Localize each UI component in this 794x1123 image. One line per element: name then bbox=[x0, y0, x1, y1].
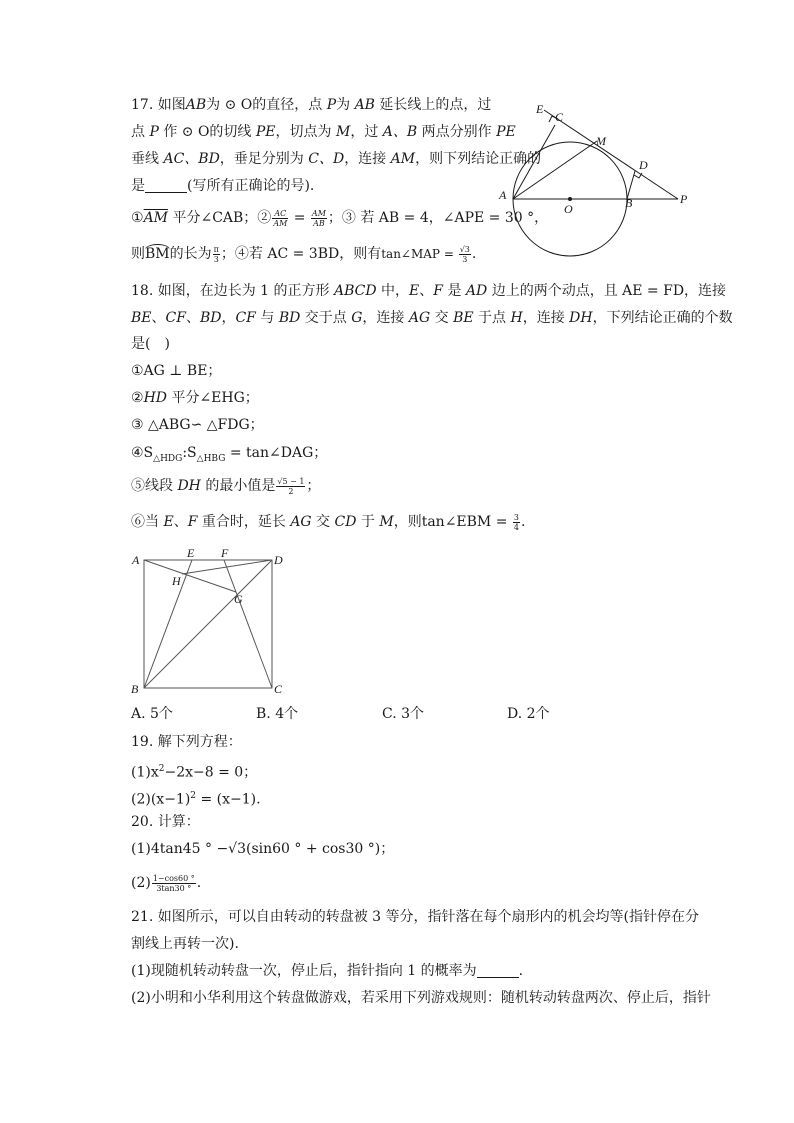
math: PE bbox=[255, 124, 276, 140]
text: 、 bbox=[419, 283, 434, 299]
text: 、 bbox=[151, 310, 166, 326]
math: CF bbox=[235, 310, 256, 326]
math: M bbox=[379, 514, 394, 530]
text: :S bbox=[182, 445, 197, 461]
math: P bbox=[149, 124, 159, 140]
label-a: A bbox=[132, 553, 140, 567]
text: −2x−8 = 0； bbox=[164, 764, 258, 781]
denominator: 3 bbox=[213, 254, 219, 264]
text: ，则tan∠EBM = bbox=[393, 514, 512, 530]
text: ② bbox=[131, 390, 144, 406]
text: 与 bbox=[255, 310, 279, 326]
math: CD bbox=[334, 514, 357, 530]
numerator: √5 − 1 bbox=[277, 476, 305, 486]
text: 交于点 bbox=[300, 310, 352, 326]
conclusion-1: ①AG ⊥ BE； bbox=[131, 363, 222, 379]
arc-bm: BM bbox=[145, 246, 170, 262]
text: 点 bbox=[131, 124, 150, 140]
option-b[interactable]: B. 4个 bbox=[256, 706, 299, 722]
math: F bbox=[187, 514, 198, 530]
text: 为 bbox=[336, 97, 355, 113]
line-bd bbox=[627, 171, 635, 199]
q17-line-2 bbox=[131, 122, 516, 142]
question-number: 18. bbox=[131, 283, 158, 299]
text: 的长为 bbox=[169, 246, 212, 262]
q21-line-3 bbox=[131, 961, 523, 981]
label-g: G bbox=[234, 592, 243, 606]
math: M bbox=[335, 124, 351, 140]
text: ；③ 若 AB = 4，∠APE = 30 °， bbox=[327, 210, 549, 226]
label-h: H bbox=[172, 574, 181, 588]
answer-blank[interactable] bbox=[145, 178, 187, 193]
text: 中， bbox=[376, 283, 410, 299]
math: AM bbox=[390, 151, 416, 167]
q20-expression-2 bbox=[131, 873, 201, 893]
label-o: O bbox=[564, 202, 573, 216]
fraction bbox=[276, 477, 305, 496]
math: A、B bbox=[382, 124, 418, 140]
math: AB bbox=[185, 97, 207, 113]
q17-line-1 bbox=[131, 95, 491, 115]
math: BE bbox=[131, 310, 152, 326]
text: 作 ⊙ O的切线 bbox=[158, 124, 256, 140]
text: . bbox=[196, 875, 202, 891]
conclusion-4 bbox=[131, 443, 327, 469]
math: PE bbox=[496, 124, 516, 140]
math: ABCD bbox=[333, 283, 377, 299]
text: ④S bbox=[131, 445, 154, 461]
text: 交 bbox=[311, 514, 335, 530]
denominator: 4 bbox=[513, 522, 519, 532]
math: DH bbox=[177, 478, 201, 494]
q21-line-2: 割线上再转一次). bbox=[131, 936, 239, 952]
label-d: D bbox=[274, 553, 283, 567]
numerator: 1−cos60 ° bbox=[152, 873, 195, 883]
text: 如图，在边长为 1 的正方形 bbox=[157, 283, 334, 299]
text: 延长线上的点，过 bbox=[374, 97, 492, 113]
fraction bbox=[513, 513, 520, 532]
label-b: B bbox=[625, 196, 633, 210]
text: = bbox=[289, 210, 310, 226]
label-e: E bbox=[536, 102, 544, 116]
q19-title: 19. 解下列方程： bbox=[131, 734, 242, 750]
math: AC、BD bbox=[163, 151, 220, 167]
text: . bbox=[518, 963, 524, 979]
q17-figure bbox=[492, 95, 702, 260]
text: 、 bbox=[173, 514, 188, 530]
text: ，连接 bbox=[362, 310, 409, 326]
label-a: A bbox=[499, 188, 507, 202]
q17-line-6 bbox=[131, 244, 476, 264]
text: ， bbox=[221, 310, 236, 326]
text: = (x−1). bbox=[196, 791, 261, 808]
conclusion-2 bbox=[131, 388, 259, 408]
text: 为 ⊙ O的直径，点 bbox=[206, 97, 327, 113]
conclusion-5 bbox=[131, 476, 320, 496]
text: ，垂足分别为 bbox=[219, 151, 309, 167]
math: DH bbox=[569, 310, 593, 326]
text: 交 bbox=[430, 310, 454, 326]
text: ，连接 bbox=[522, 310, 570, 326]
line-ac bbox=[513, 125, 555, 199]
fraction bbox=[311, 209, 327, 228]
text: 的最小值是 bbox=[200, 478, 276, 494]
superscript: 2 bbox=[158, 764, 165, 774]
text: ① bbox=[131, 210, 144, 226]
denominator: 2 bbox=[288, 486, 294, 496]
q19-equation-1 bbox=[131, 759, 257, 783]
text: 于 bbox=[356, 514, 380, 530]
text: (2)(x−1) bbox=[131, 791, 191, 808]
text: ⑤线段 bbox=[131, 478, 178, 494]
text: (2) bbox=[131, 875, 151, 891]
text: (1)现随机转动转盘一次，停止后，指针指向 1 的概率为 bbox=[131, 963, 477, 979]
label-b: B bbox=[131, 682, 139, 696]
q20-expression-1: (1)4tan45 ° −√3(sin60 ° + cos30 °)； bbox=[131, 841, 395, 857]
option-a[interactable]: A. 5个 bbox=[131, 706, 173, 722]
q20-title: 20. 计算： bbox=[131, 814, 200, 830]
text: ，则下列结论正确的 bbox=[415, 151, 542, 167]
q18-figure bbox=[128, 548, 288, 698]
text: ；④若 AC = 3BD，则有 bbox=[220, 246, 382, 262]
math: F bbox=[433, 283, 443, 299]
text: 则 bbox=[131, 246, 145, 262]
fraction bbox=[152, 874, 196, 893]
q18-line-3: 是( ) bbox=[131, 336, 170, 352]
label-c: C bbox=[555, 110, 564, 124]
text: ⑥当 bbox=[131, 514, 164, 530]
line-be bbox=[144, 560, 192, 688]
math: AG bbox=[408, 310, 431, 326]
math: AB bbox=[354, 97, 375, 113]
subscript: △HDG bbox=[153, 453, 183, 464]
text: ，连接 bbox=[344, 151, 391, 167]
text: 两点分别作 bbox=[417, 124, 497, 140]
text: 如图 bbox=[157, 97, 186, 113]
denominator: 3tan30 ° bbox=[156, 883, 192, 893]
subscript: △HBG bbox=[196, 453, 226, 464]
math: CF bbox=[165, 310, 186, 326]
label-d: D bbox=[639, 158, 648, 172]
text: . bbox=[471, 246, 477, 262]
math: E bbox=[163, 514, 174, 530]
q17-line-5 bbox=[131, 208, 548, 228]
denominator: AM bbox=[273, 218, 288, 228]
text: (1)x bbox=[131, 764, 159, 781]
numerator: AM bbox=[311, 208, 326, 218]
math: G bbox=[351, 310, 363, 326]
conclusion-6 bbox=[131, 512, 525, 532]
fraction bbox=[459, 245, 471, 264]
math: H bbox=[510, 310, 523, 326]
text: ； bbox=[306, 478, 321, 494]
text: 平分∠EHG； bbox=[167, 390, 259, 406]
line-am bbox=[513, 141, 597, 199]
line-bd bbox=[144, 560, 272, 688]
answer-blank[interactable] bbox=[477, 963, 519, 978]
math: AG bbox=[290, 514, 312, 530]
q21-line-1: 21. 如图所示，可以自由转动的转盘被 3 等分，指针落在每个扇形内的机会均等(指针停在分 bbox=[131, 909, 699, 925]
numerator: π bbox=[213, 244, 219, 254]
arc-am: $\overline{AM}$ bbox=[143, 210, 169, 226]
text: 重合时，延长 bbox=[197, 514, 291, 530]
line-dh bbox=[182, 560, 272, 574]
option-d[interactable]: D. 2个 bbox=[507, 706, 550, 722]
label-c: C bbox=[274, 682, 283, 696]
option-c[interactable]: C. 3个 bbox=[382, 706, 425, 722]
math: AD bbox=[465, 283, 488, 299]
math: P bbox=[326, 97, 337, 113]
math: BD bbox=[199, 310, 222, 326]
math: E bbox=[409, 283, 420, 299]
math: BE bbox=[453, 310, 474, 326]
label-p: P bbox=[680, 192, 688, 206]
text: = tan∠DAG； bbox=[225, 445, 328, 461]
q19-equation-2 bbox=[131, 786, 261, 810]
fraction bbox=[213, 245, 220, 264]
math: C、D bbox=[308, 151, 345, 167]
q17-line-3 bbox=[131, 149, 541, 169]
text: (写所有正确论的号). bbox=[187, 178, 315, 194]
superscript: 2 bbox=[190, 791, 197, 801]
label-e: E bbox=[187, 548, 195, 560]
math: BD bbox=[278, 310, 301, 326]
text: ，切点为 bbox=[275, 124, 336, 140]
numerator: √3 bbox=[459, 244, 470, 254]
denominator: 3 bbox=[462, 254, 468, 264]
text: 是 bbox=[443, 283, 466, 299]
line-ep bbox=[544, 110, 678, 199]
text: 于点 bbox=[473, 310, 511, 326]
numerator: 3 bbox=[513, 512, 519, 522]
q18-line-1 bbox=[131, 281, 726, 301]
q21-line-4: (2)小明和小华利用这个转盘做游戏，若采用下列游戏规则：随机转动转盘两次、停止后，指针 bbox=[131, 990, 711, 1006]
text: 是 bbox=[131, 178, 145, 194]
math: HD bbox=[143, 390, 167, 406]
numerator: AC bbox=[272, 209, 288, 219]
label-f: F bbox=[221, 548, 229, 560]
q17-line-4 bbox=[131, 176, 314, 196]
line-cf bbox=[224, 560, 272, 688]
q18-line-2 bbox=[131, 308, 733, 328]
text: 垂线 bbox=[131, 151, 164, 167]
question-number: 17. bbox=[131, 97, 158, 113]
text: tan∠MAP = bbox=[381, 247, 458, 261]
center-point bbox=[568, 197, 572, 201]
denominator: AB bbox=[313, 218, 325, 228]
text: 平分∠CAB；② bbox=[168, 210, 272, 226]
text: . bbox=[521, 514, 526, 530]
fraction bbox=[272, 209, 288, 228]
conclusion-3: ③ △ABG∽ △FDG； bbox=[131, 417, 264, 433]
text: 边上的两个动点，且 AE = FD，连接 bbox=[487, 283, 727, 299]
text: ，过 bbox=[350, 124, 383, 140]
text: 、 bbox=[185, 310, 200, 326]
label-m: M bbox=[596, 134, 606, 148]
text: ，下列结论正确的个数 bbox=[592, 310, 733, 326]
